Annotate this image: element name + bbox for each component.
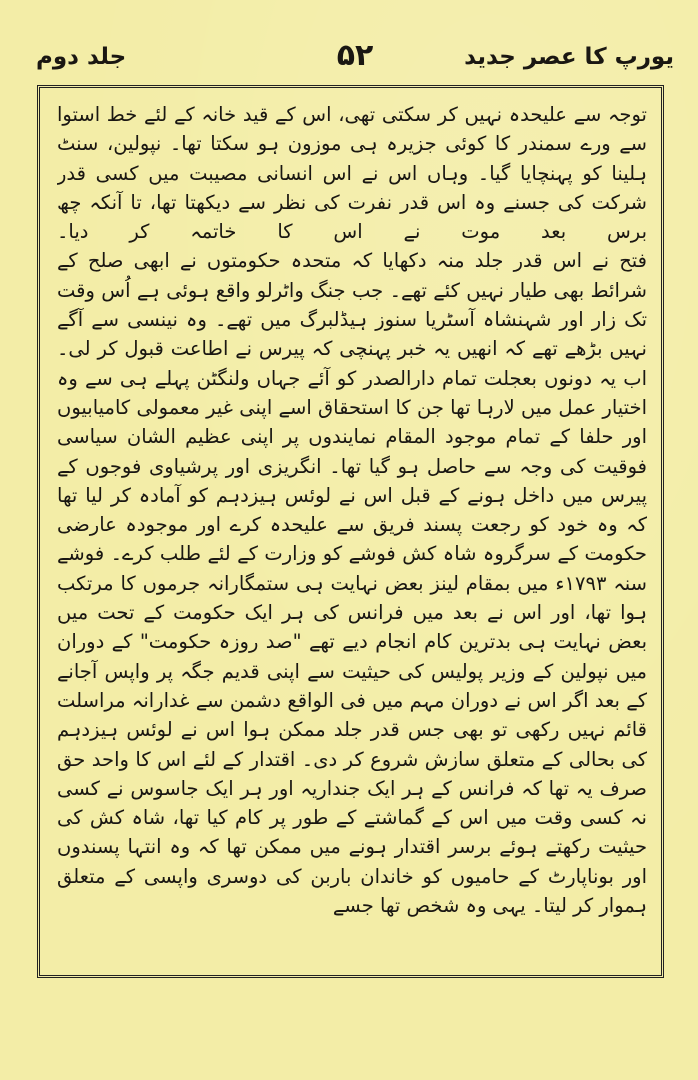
- paragraph-1: توجہ سے علیحدہ نہیں کر سکتی تھی، اس کے قید خانہ کے لئے خط استوا سے ورے سمندر کا کوئی جزیرہ ہی موزون ہو سکتا تھا۔ نپولین، سنٹ ہلینا کو پہنچایا گیا۔ وہاں اس نے اس انسانی مصیبت میں کسی قدر شرکت کی جسنے وہ اس قدر نفرت کی نظر سے دیکھتا تھا، تا آنکہ چھ برس بعد موت نے اس کا خاتمہ کر دیا۔: [57, 103, 647, 244]
- running-title: یورپ کا عصر جدید: [464, 44, 674, 70]
- page-number: ۵۲: [336, 38, 374, 73]
- body-text: [57, 100, 647, 966]
- volume-label: جلد دوم: [36, 44, 127, 70]
- page-header: [36, 38, 674, 78]
- paragraph-2: فتح نے اس قدر جلد منہ دکھایا کہ متحدہ حکومتوں نے ابھی صلح کے شرائط بھی طیار نہیں کئے تھے۔ جب جنگ واٹرلو واقع ہوئی ہے اُس وقت تک زار اور شہنشاہ آسٹریا سنوز ہیڈلبرگ میں تھے۔ وہ نینسی سے آگے نہیں بڑھے تھے کہ انھیں یہ خبر پہنچی کہ پیرس نے اطاعت قبول کر لی۔ اب یہ دونوں بعجلت تمام دارالصدر کو آئے جہاں ولنگٹن پہلے ہی سے وہ اختیار عمل میں لارہا تھا جن کا استحقاق اسے اپنی غیر معمولی کامیابیوں اور حلفا کے تمام موجود المقام نمایندوں پر اپنی عظیم الشان سیاسی فوقیت کی وجہ سے حاصل ہو گیا تھا۔ انگریزی اور پرشیاوی فوجوں کے پیرس میں داخل ہونے کے قبل اس نے لوئس ہیزدہم کو آمادہ کر لیا تھا کہ وہ خود کو رجعت پسند فریق سے علیحدہ کرے اور موجودہ عارضی حکومت کے سرگروہ شاہ کش فوشے کو وزارت کے لئے طلب کرے۔ فوشے سنہ ۱۷۹۳ء میں بمقام لینز بعض نہایت ہی ستمگارانہ جرموں کا مرتکب ہوا تھا، اور اس نے بعد میں فرانس کی ہر ایک حکومت کے تحت میں بعض نہایت ہی بدترین کام انجام دیے تھے "صد روزہ حکومت" کے دوران میں نپولین کے وزیر پولیس کی حیثیت سے اپنی قدیم جگہ پر واپس آجانے کے بعد اگر اس نے دوران مہم میں فی الواقع دشمن سے غدارانہ مراسلت قائم نہیں رکھی تو بھی جس قدر جلد ممکن ہوا اس نے لوئس ہیزدہم کی بحالی کے متعلق سازش شروع کر دی۔ اقتدار کے لئے اس کا واحد حق صرف یہ تھا کہ فرانس کے ہر ایک جنداریہ اور ہر ایک جاسوس نے کسی نہ کسی وقت میں اس کے گماشتے کے طور پر کام کیا تھا، شاہ کش کی حیثیت رکھتے ہوئے برسر اقتدار ہونے میں ممکن تھا کہ وہ انتہا پسندوں اور بوناپارٹ کے حامیوں کو خاندان باربن کی دوسری واپسی کے متعلق ہموار کر لیتا۔ یہی وہ شخص تھا جسے: [57, 249, 647, 918]
